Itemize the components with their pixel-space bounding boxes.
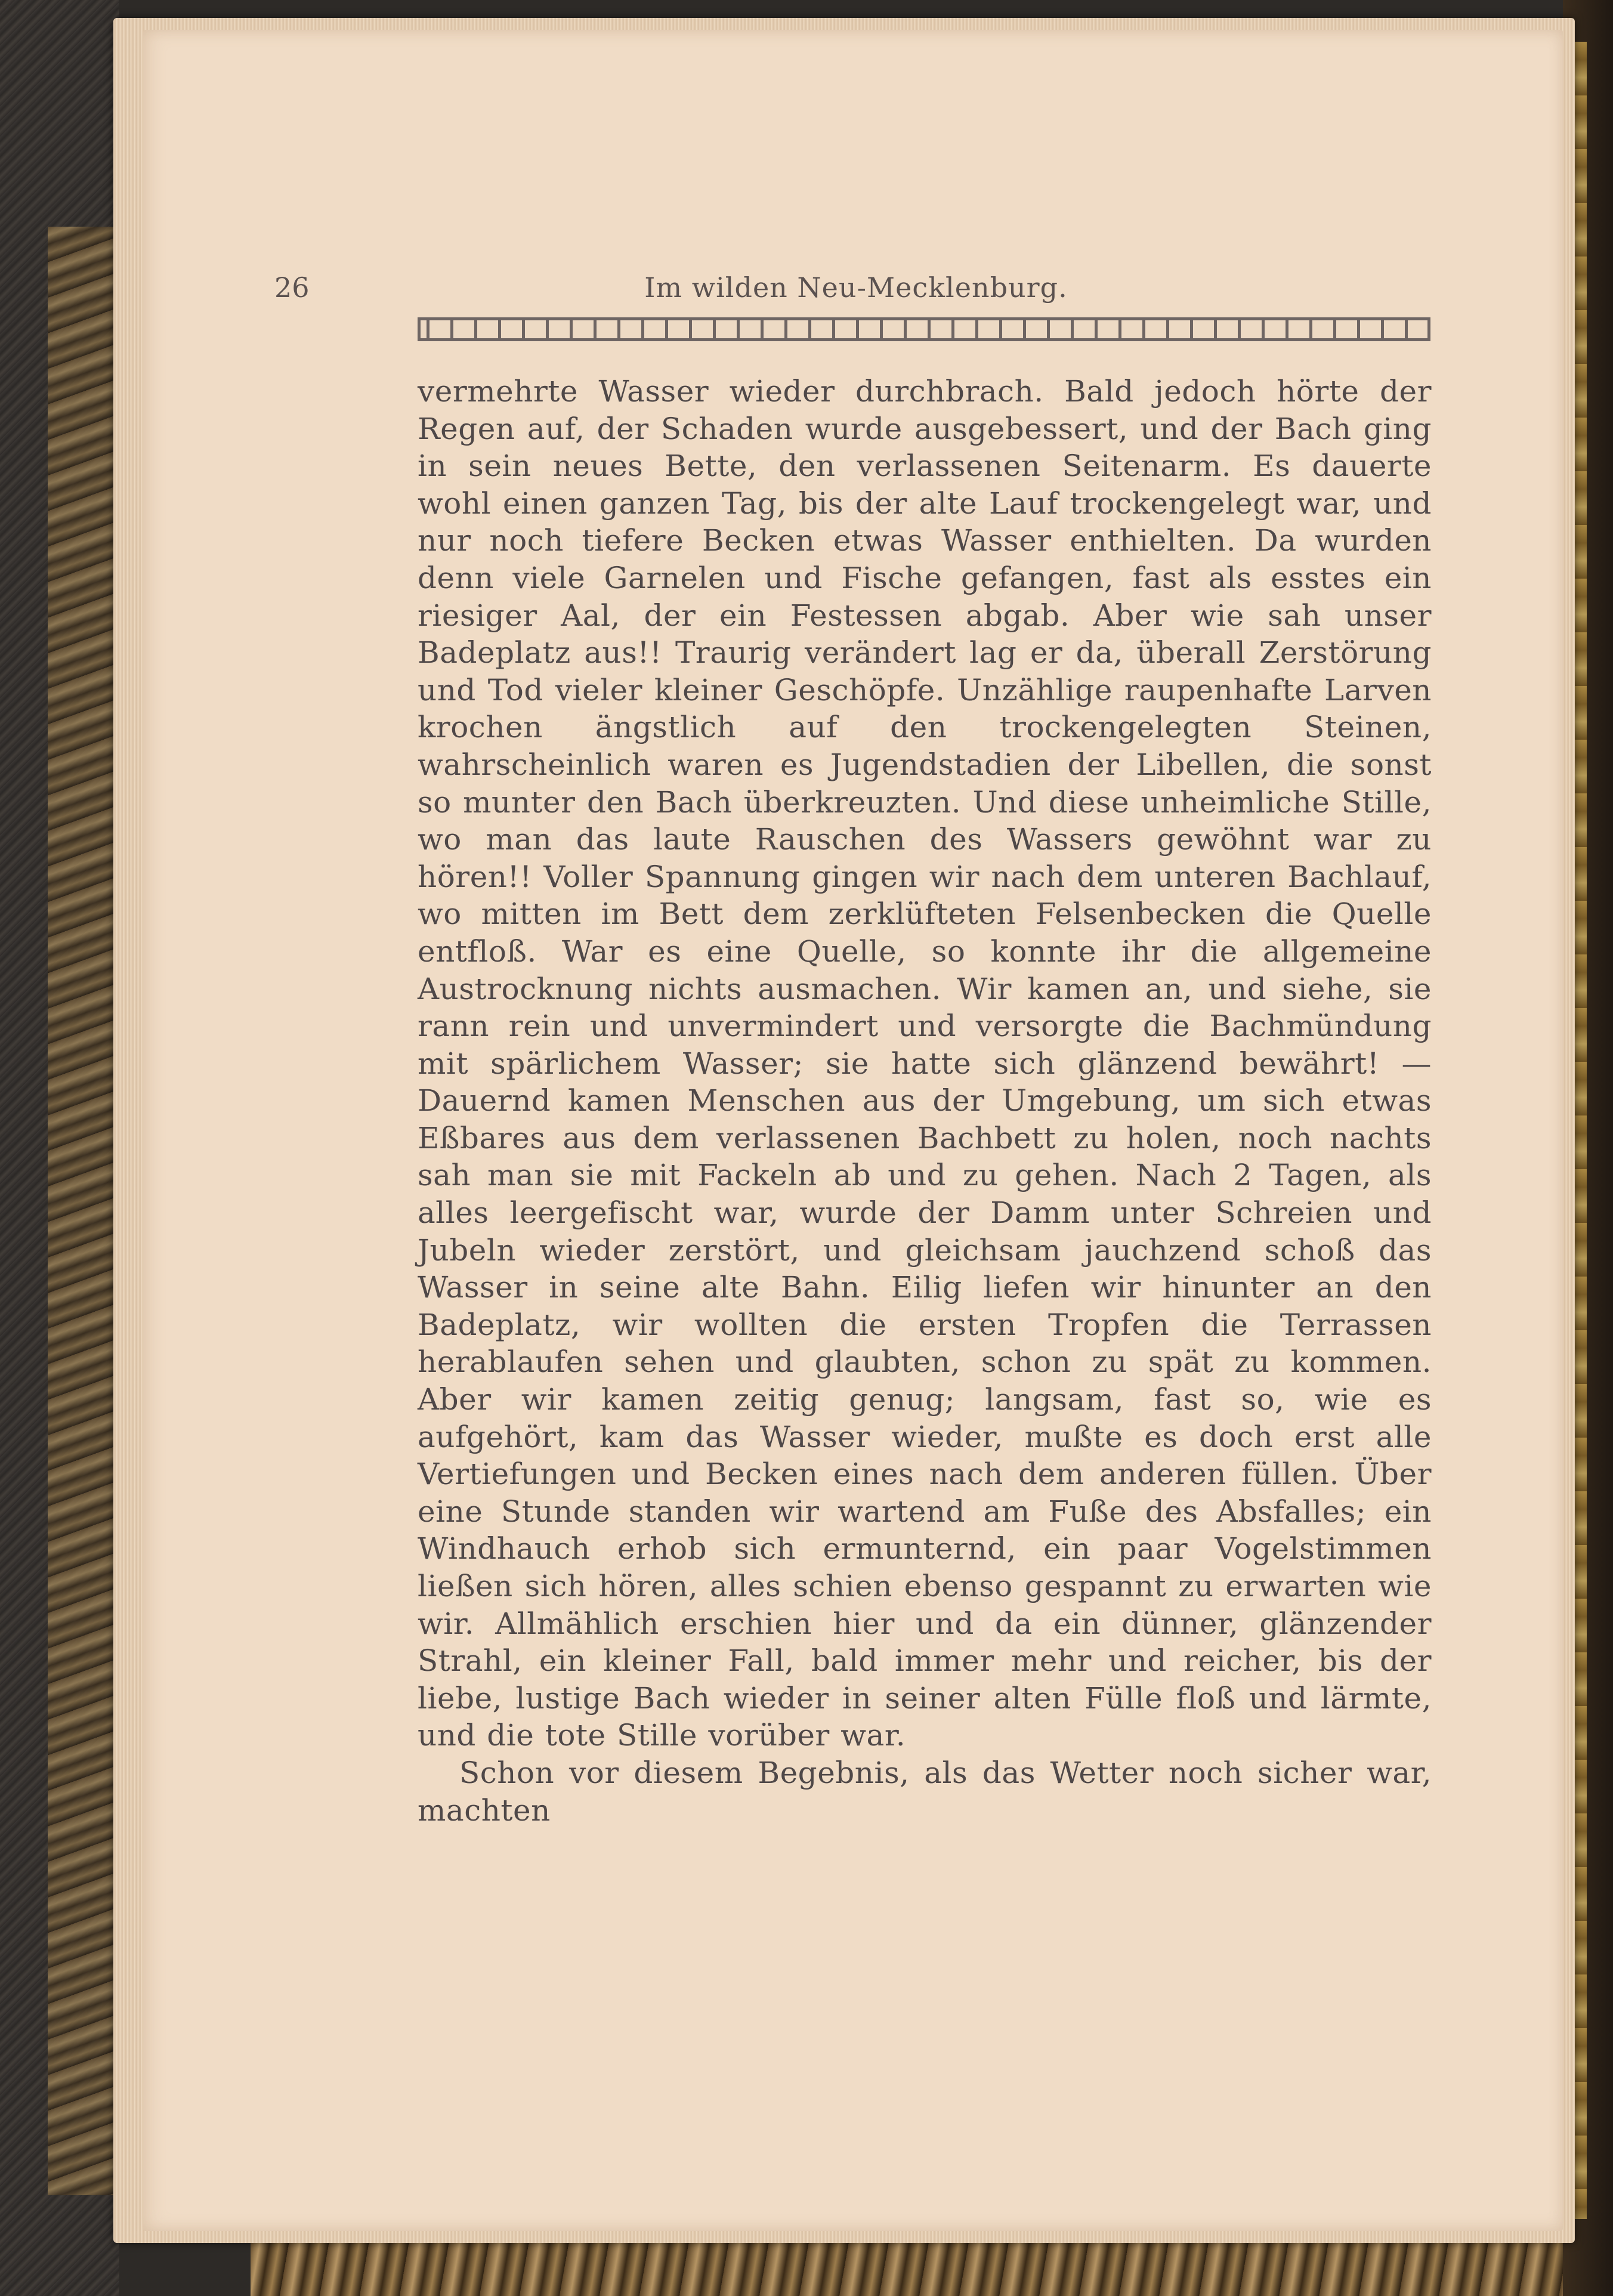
body-text: [418, 373, 1432, 1829]
page-number: 26: [274, 271, 310, 304]
paragraph: vermehrte Wasser wieder durchbrach. Bald jedoch hörte der Regen auf, der Schaden wurde ausgebessert, und der Bach ging in sein neues Bette, den verlassenen Seitenarm. Es dauerte wohl einen ganzen Tag, bis der alte Lauf trockengelegt war, und nur noch tiefere Becken etwas Wasser enthielten. Da wurden denn viele Garnelen und Fische gefangen, fast als esstes ein riesiger Aal, der ein Festessen abgab. Aber wie sah unser Badeplatz aus!! Traurig verändert lag er da, überall Zerstörung und Tod vieler kleiner Geschöpfe. Unzählige raupenhafte Larven krochen ängstlich auf den trockengelegten Steinen, wahrscheinlich waren es Jugendstadien der Libellen, die sonst so munter den Bach überkreuzten. Und diese unheimliche Stille, wo man das laute Rauschen des Wassers gewöhnt war zu hören!! Voller Spannung gingen wir nach dem unteren Bachlauf, wo mitten im Bett dem zerklüfteten Felsenbecken die Quelle entfloß. War es eine Quelle, so konnte ihr die allgemeine Austrocknung nichts ausmachen. Wir kamen an, und siehe, sie rann rein und unvermindert und versorgte die Bachmündung mit spärlichem Wasser; sie hatte sich glänzend bewährt! — Dauernd kamen Menschen aus der Umgebung, um sich etwas Eßbares aus dem verlassenen Bachbett zu holen, noch nachts sah man sie mit Fackeln ab und zu gehen. Nach 2 Tagen, als alles leergefischt war, wurde der Damm unter Schreien und Jubeln wieder zerstört, und gleichsam jauchzend schoß das Wasser in seine alte Bahn. Eilig liefen wir hinunter an den Badeplatz, wir wollten die ersten Tropfen die Terrassen herablaufen sehen und glaubten, schon zu spät zu kommen. Aber wir kamen zeitig genug; langsam, fast so, wie es aufgehört, kam das Wasser wieder, mußte es doch erst alle Vertiefungen und Becken eines nach dem anderen füllen. Über eine Stunde standen wir wartend am Fuße des Absfalles; ein Windhauch erhob sich ermunternd, ein paar Vogelstimmen ließen sich hören, alles schien ebenso gespannt zu erwarten wie wir. Allmählich erschien hier und da ein dünner, glänzender Strahl, ein kleiner Fall, bald immer mehr und reicher, bis der liebe, lustige Bach wieder in seiner alten Fülle floß und lärmte, und die tote Stille vorüber war.: [418, 374, 1432, 1753]
paragraph: Schon vor diesem Begebnis, als das Wetter noch sicher war, machten: [418, 1755, 1432, 1828]
marbled-edge-left: [48, 227, 119, 2195]
page-header: [274, 271, 1438, 313]
marbled-edge-bottom: [251, 2234, 1569, 2296]
book-cover-left: [0, 0, 119, 2296]
running-title: Im wilden Neu-Mecklenburg.: [644, 271, 1068, 304]
ornamental-rule: [418, 317, 1430, 341]
